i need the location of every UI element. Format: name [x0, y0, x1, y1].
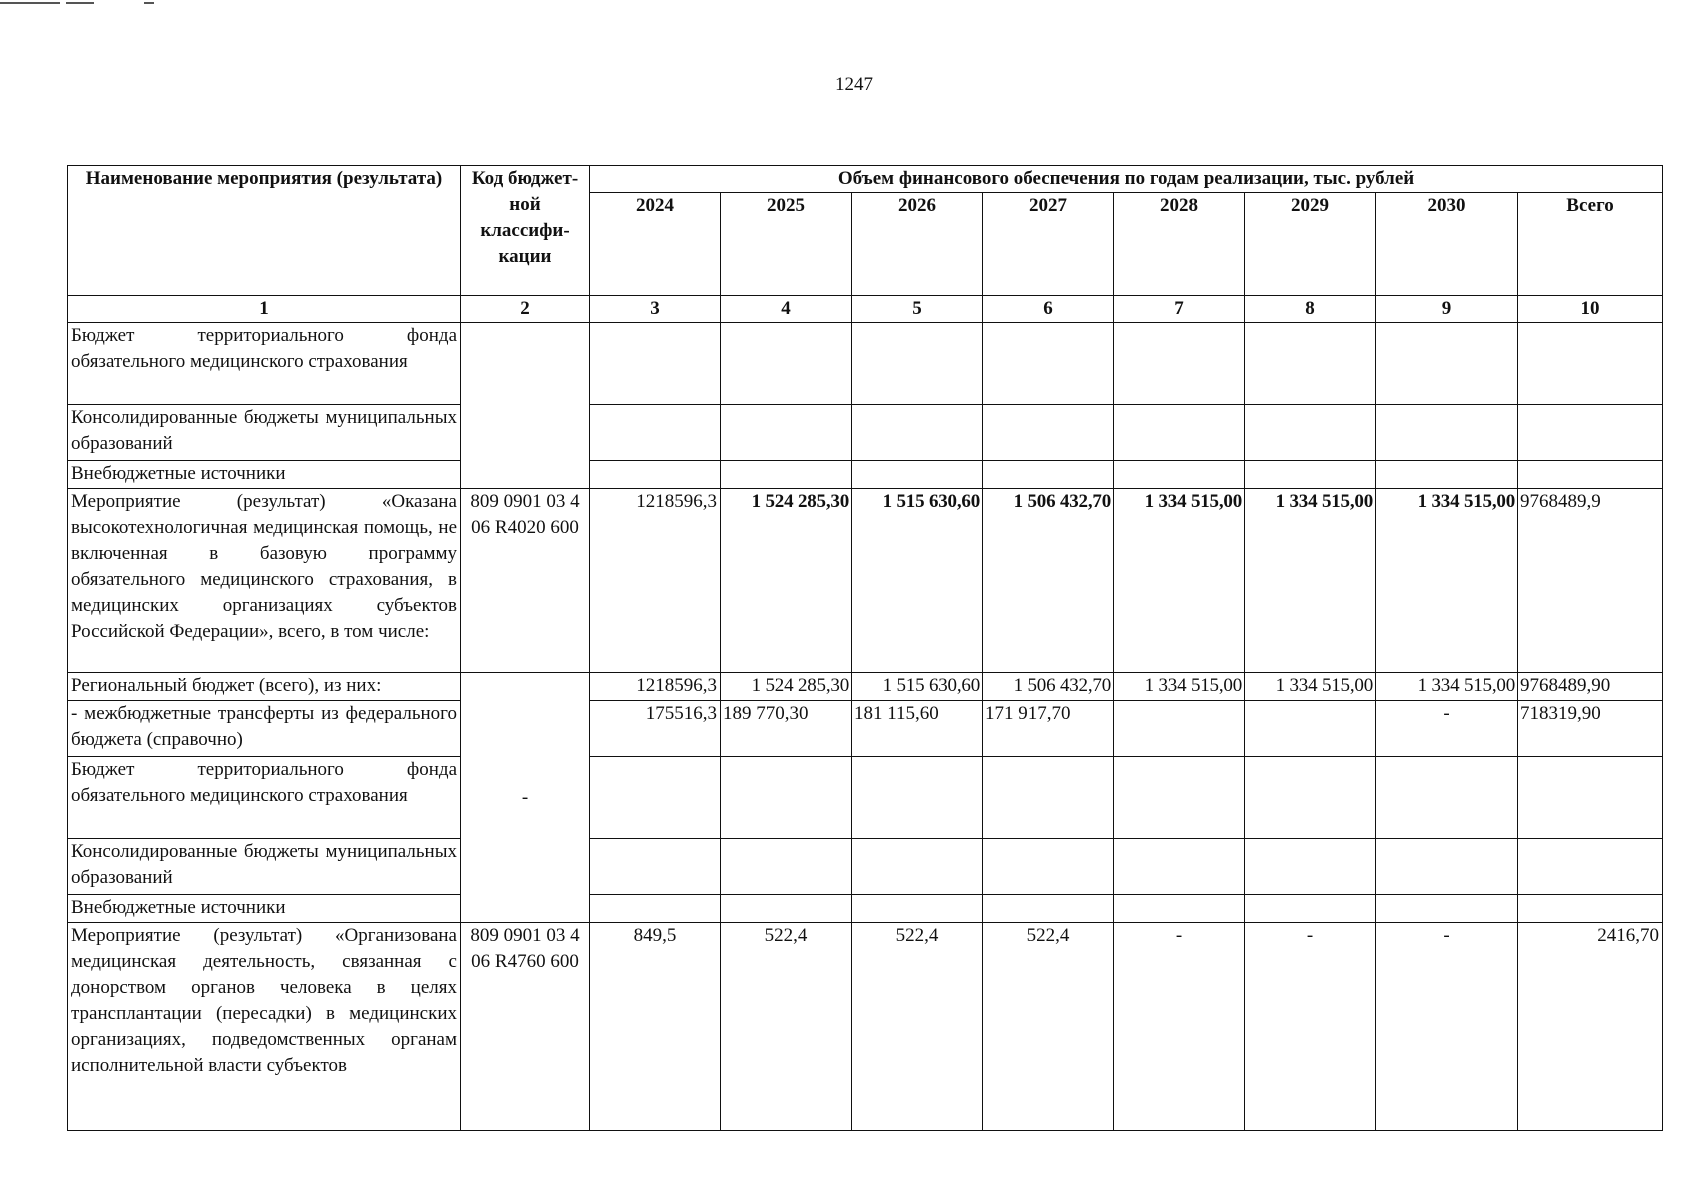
row-value	[983, 757, 1114, 839]
row-value: -	[1245, 923, 1376, 1131]
header-year: 2029	[1245, 193, 1376, 296]
table-row	[68, 405, 1663, 461]
row-name: Консолидированные бюджеты муниципальных образований	[68, 405, 461, 461]
row-value	[852, 323, 983, 405]
row-value: 1 334 515,00	[1245, 489, 1376, 673]
header-volume: Объем финансового обеспечения по годам реализации, тыс. рублей	[590, 166, 1663, 193]
row-value: 1 506 432,70	[983, 489, 1114, 673]
row-value	[721, 839, 852, 895]
row-value	[1245, 461, 1376, 489]
row-name: Консолидированные бюджеты муниципальных образований	[68, 839, 461, 895]
column-number: 2	[461, 296, 590, 323]
row-code: -	[461, 673, 590, 923]
row-value	[1245, 701, 1376, 757]
row-value	[590, 461, 721, 489]
row-value: 9768489,90	[1518, 673, 1663, 701]
row-value	[983, 323, 1114, 405]
column-number: 4	[721, 296, 852, 323]
row-value	[721, 895, 852, 923]
row-value	[1114, 461, 1245, 489]
row-value	[1518, 405, 1663, 461]
row-value	[1376, 461, 1518, 489]
row-value	[590, 839, 721, 895]
row-value: -	[1376, 701, 1518, 757]
table-row	[68, 323, 1663, 405]
row-value	[852, 757, 983, 839]
row-value	[852, 839, 983, 895]
row-value: 522,4	[721, 923, 852, 1131]
row-value: 1 515 630,60	[852, 673, 983, 701]
header-code: Код бюджет-ной классифи-кации	[461, 166, 590, 296]
row-value	[590, 323, 721, 405]
row-code: 809 0901 03 4 06 R4020 600	[461, 489, 590, 673]
row-name: Бюджет территориального фонда обязательного медицинского страхования	[68, 323, 461, 405]
row-value	[1518, 757, 1663, 839]
row-value: 189 770,30	[721, 701, 852, 757]
row-value: 175516,3	[590, 701, 721, 757]
row-value	[1245, 839, 1376, 895]
header-year: 2030	[1376, 193, 1518, 296]
row-name: Внебюджетные источники	[68, 461, 461, 489]
row-value	[1245, 405, 1376, 461]
row-value: -	[1376, 923, 1518, 1131]
row-value: 849,5	[590, 923, 721, 1131]
row-value	[1114, 405, 1245, 461]
table-row	[68, 701, 1663, 757]
row-value	[983, 839, 1114, 895]
row-value	[590, 757, 721, 839]
header-name: Наименование мероприятия (результата)	[68, 166, 461, 296]
scan-mark	[66, 2, 94, 4]
row-value	[1114, 839, 1245, 895]
row-code	[461, 323, 590, 489]
row-value	[1114, 757, 1245, 839]
row-value: 1218596,3	[590, 673, 721, 701]
row-value: 1 334 515,00	[1376, 673, 1518, 701]
column-number: 3	[590, 296, 721, 323]
row-value	[1376, 839, 1518, 895]
row-value	[852, 461, 983, 489]
column-number-row	[68, 296, 1663, 323]
page-number: 1247	[835, 74, 873, 95]
row-value	[983, 461, 1114, 489]
header-total: Всего	[1518, 193, 1663, 296]
row-value	[1114, 323, 1245, 405]
header-year: 2028	[1114, 193, 1245, 296]
table-row	[68, 923, 1663, 1131]
table-row	[68, 461, 1663, 489]
row-value	[1376, 323, 1518, 405]
row-value	[1376, 757, 1518, 839]
row-value: 181 115,60	[852, 701, 983, 757]
row-value: 1 524 285,30	[721, 673, 852, 701]
row-name: Мероприятие (результат) «Организована медицинская деятельность, связанная с донорством органов человека в целях трансплантации (пересадки) в медицинских организациях, подведомственных органам исполнительной власти субъектов	[68, 923, 461, 1131]
row-name: Мероприятие (результат) «Оказана высокотехнологичная медицинская помощь, не включенная в базовую программу обязательного медицинского страхования, в медицинских организациях субъектов Российской Федерации», всего, в том числе:	[68, 489, 461, 673]
scan-mark	[0, 2, 60, 4]
column-number: 6	[983, 296, 1114, 323]
row-name: Региональный бюджет (всего), из них:	[68, 673, 461, 701]
table-row	[68, 895, 1663, 923]
row-value	[983, 895, 1114, 923]
table-row	[68, 757, 1663, 839]
row-name: Внебюджетные источники	[68, 895, 461, 923]
row-value	[1245, 323, 1376, 405]
column-number: 1	[68, 296, 461, 323]
row-value	[1245, 895, 1376, 923]
row-value	[852, 895, 983, 923]
row-value	[721, 405, 852, 461]
row-name: Бюджет территориального фонда обязательного медицинского страхования	[68, 757, 461, 839]
column-number: 9	[1376, 296, 1518, 323]
row-value	[1518, 895, 1663, 923]
row-value	[1518, 461, 1663, 489]
row-value: 1 334 515,00	[1376, 489, 1518, 673]
table-row	[68, 489, 1663, 673]
column-number: 7	[1114, 296, 1245, 323]
row-value: 2416,70	[1518, 923, 1663, 1131]
row-value: 522,4	[983, 923, 1114, 1131]
header-year: 2027	[983, 193, 1114, 296]
row-value	[1376, 895, 1518, 923]
scan-mark	[144, 2, 154, 4]
header-year: 2026	[852, 193, 983, 296]
row-value: 1 524 285,30	[721, 489, 852, 673]
row-value: 9768489,9	[1518, 489, 1663, 673]
row-value	[721, 461, 852, 489]
row-code: 809 0901 03 4 06 R4760 600	[461, 923, 590, 1131]
row-value	[983, 405, 1114, 461]
row-value	[1245, 757, 1376, 839]
table-row	[68, 839, 1663, 895]
column-number: 8	[1245, 296, 1376, 323]
row-value	[1114, 701, 1245, 757]
row-value: 718319,90	[1518, 701, 1663, 757]
header-year: 2024	[590, 193, 721, 296]
row-value: 1 506 432,70	[983, 673, 1114, 701]
row-value: 1 334 515,00	[1245, 673, 1376, 701]
row-value	[590, 405, 721, 461]
row-value: 1 334 515,00	[1114, 673, 1245, 701]
row-value	[721, 323, 852, 405]
row-value	[1518, 839, 1663, 895]
row-value	[721, 757, 852, 839]
row-value: -	[1114, 923, 1245, 1131]
column-number: 5	[852, 296, 983, 323]
financing-table	[67, 165, 1663, 1131]
row-value	[1518, 323, 1663, 405]
header-year: 2025	[721, 193, 852, 296]
row-value	[1376, 405, 1518, 461]
row-value: 1218596,3	[590, 489, 721, 673]
row-name: - межбюджетные трансферты из федерального бюджета (справочно)	[68, 701, 461, 757]
row-value: 522,4	[852, 923, 983, 1131]
row-value: 1 515 630,60	[852, 489, 983, 673]
row-value	[590, 895, 721, 923]
column-number: 10	[1518, 296, 1663, 323]
row-value: 1 334 515,00	[1114, 489, 1245, 673]
row-value: 171 917,70	[983, 701, 1114, 757]
row-value	[852, 405, 983, 461]
table-row	[68, 673, 1663, 701]
row-value	[1114, 895, 1245, 923]
